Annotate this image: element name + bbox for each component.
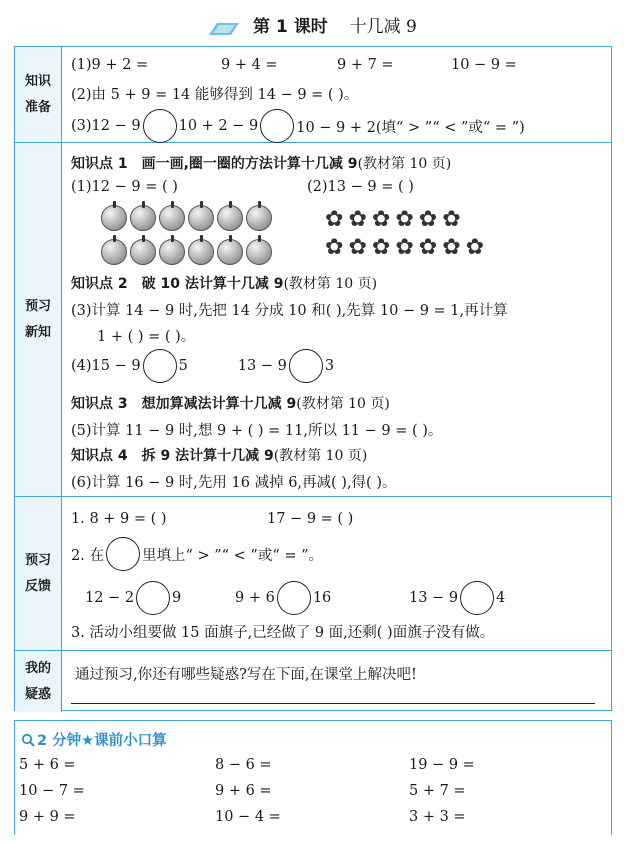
flower-icon: ✿ bbox=[442, 207, 461, 232]
pencil-icon bbox=[207, 19, 241, 37]
apple-icon bbox=[159, 239, 185, 265]
flower-icon: ✿ bbox=[371, 207, 391, 232]
q2: (2)由 5 + 9 = 14 能够得到 14 − 9 = ( )。 bbox=[71, 87, 359, 103]
flower-icon: ✿ bbox=[395, 207, 414, 232]
questions-prompt: 通过预习,你还有哪些疑惑?写在下面,在课堂上解决吧! bbox=[75, 667, 417, 683]
apple-icon bbox=[246, 239, 272, 265]
apple-icon bbox=[217, 205, 243, 231]
calc-item: 9 + 9 = bbox=[19, 809, 76, 825]
q1-b: 9 + 4 = bbox=[221, 57, 278, 73]
flower-icon: ✿ bbox=[325, 235, 344, 260]
compare-circle[interactable] bbox=[289, 349, 323, 383]
kp2-q3b: 1 + ( ) = ( )。 bbox=[97, 329, 196, 345]
fb-q2-item-1: 12 − 2 9 bbox=[85, 581, 181, 615]
apple-icon bbox=[188, 205, 214, 231]
flower-icon: ✿ bbox=[348, 207, 367, 232]
lesson-topic: 十几减 9 bbox=[349, 17, 417, 37]
q1-c: 9 + 7 = bbox=[337, 57, 394, 73]
apple-icon bbox=[188, 239, 214, 265]
kp2-q3a: (3)计算 14 − 9 时,先把 14 分成 10 和( ),先算 10 − 9 = 1,再计算 bbox=[71, 303, 508, 319]
kp2-q4: (4)15 − 9 5 13 − 9 3 bbox=[71, 349, 334, 383]
q3-b: 10 + 2 − 9 bbox=[178, 118, 259, 134]
calc-item: 9 + 6 = bbox=[215, 783, 272, 799]
section-label: 预习 反馈 bbox=[15, 497, 62, 650]
q3-a: (3)12 − 9 bbox=[71, 118, 141, 134]
apple-icon bbox=[101, 205, 127, 231]
calc-item: 10 − 4 = bbox=[215, 809, 281, 825]
apple-icon bbox=[217, 239, 243, 265]
lesson-title bbox=[0, 12, 624, 38]
fb-q2: 2. 在 里填上“ > ”“ < ”或“ = ”。 bbox=[71, 537, 323, 571]
compare-circle bbox=[106, 537, 140, 571]
fb-q2-item-2: 9 + 6 16 bbox=[235, 581, 331, 615]
kp1-q2: (2)13 − 9 = ( ) bbox=[307, 179, 414, 195]
compare-circle[interactable] bbox=[460, 581, 494, 615]
flower-icon: ✿ bbox=[325, 207, 344, 232]
apple-icon bbox=[130, 205, 156, 231]
apple-icon bbox=[101, 239, 127, 265]
q1-d: 10 − 9 = bbox=[451, 57, 517, 73]
compare-circle[interactable] bbox=[143, 109, 177, 143]
knowledge-point-3: 知识点 3 想加算减法计算十几减 9(教材第 10 页) bbox=[71, 396, 390, 412]
section-label: 知识 准备 bbox=[15, 47, 62, 142]
compare-circle[interactable] bbox=[260, 109, 294, 143]
fb-q2-item-3: 13 − 9 4 bbox=[409, 581, 505, 615]
compare-circle[interactable] bbox=[136, 581, 170, 615]
kp3-q5: (5)计算 11 − 9 时,想 9 + ( ) = 11,所以 11 − 9 = ( )。 bbox=[71, 423, 443, 439]
apple-group bbox=[101, 205, 275, 269]
q3-c: 10 − 9 + 2(填“ > ”“ < ”或“ = ”) bbox=[296, 119, 525, 136]
knowledge-point-2: 知识点 2 破 10 法计算十几减 9(教材第 10 页) bbox=[71, 276, 378, 292]
flower-icon: ✿ bbox=[418, 235, 438, 260]
flower-icon: ✿ bbox=[371, 235, 391, 260]
flower-icon: ✿ bbox=[465, 235, 485, 260]
calc-item: 5 + 7 = bbox=[409, 783, 466, 799]
calc-item: 10 − 7 = bbox=[19, 783, 85, 799]
compare-circle[interactable] bbox=[143, 349, 177, 383]
section-knowledge-prep bbox=[15, 47, 611, 143]
writing-line[interactable] bbox=[71, 703, 595, 704]
section-label: 我的 疑惑 bbox=[15, 651, 62, 712]
calc-item: 3 + 3 = bbox=[409, 809, 466, 825]
calc-item: 8 − 6 = bbox=[215, 757, 272, 773]
knowledge-point-1: 知识点 1 画一画,圈一圈的方法计算十几减 9(教材第 10 页) bbox=[71, 156, 452, 172]
apple-icon bbox=[130, 239, 156, 265]
calc-item: 5 + 6 = bbox=[19, 757, 76, 773]
fb-q1a: 1. 8 + 9 = ( ) bbox=[71, 511, 167, 527]
flower-icon: ✿ bbox=[395, 235, 414, 260]
fb-q3: 3. 活动小组要做 15 面旗子,已经做了 9 面,还剩( )面旗子没有做。 bbox=[71, 625, 495, 641]
section-my-questions bbox=[15, 651, 611, 712]
compare-circle[interactable] bbox=[277, 581, 311, 615]
section-label: 预习 新知 bbox=[15, 143, 62, 496]
flower-icon: ✿ bbox=[442, 235, 461, 260]
section-preview-new bbox=[15, 143, 611, 497]
q1-a: (1)9 + 2 = bbox=[71, 57, 149, 73]
mental-math-header: 2 分钟★课前小口算 bbox=[21, 729, 167, 750]
kp1-q1: (1)12 − 9 = ( ) bbox=[71, 179, 178, 195]
fb-q1b: 17 − 9 = ( ) bbox=[267, 511, 354, 527]
kp4-q6: (6)计算 16 − 9 时,先用 16 减掉 6,再减( ),得( )。 bbox=[71, 475, 397, 491]
lesson-number: 第 1 课时 bbox=[253, 17, 328, 37]
worksheet-frame bbox=[14, 46, 612, 711]
section-preview-feedback bbox=[15, 497, 611, 651]
flower-icon: ✿ bbox=[348, 235, 367, 260]
apple-icon bbox=[246, 205, 272, 231]
knowledge-point-4: 知识点 4 拆 9 法计算十几减 9(教材第 10 页) bbox=[71, 448, 368, 464]
apple-icon bbox=[159, 205, 185, 231]
mental-math-box bbox=[14, 720, 612, 835]
flower-group bbox=[325, 209, 489, 259]
flower-icon: ✿ bbox=[418, 207, 438, 232]
calc-item: 19 − 9 = bbox=[409, 757, 475, 773]
magnifier-icon bbox=[21, 733, 35, 747]
